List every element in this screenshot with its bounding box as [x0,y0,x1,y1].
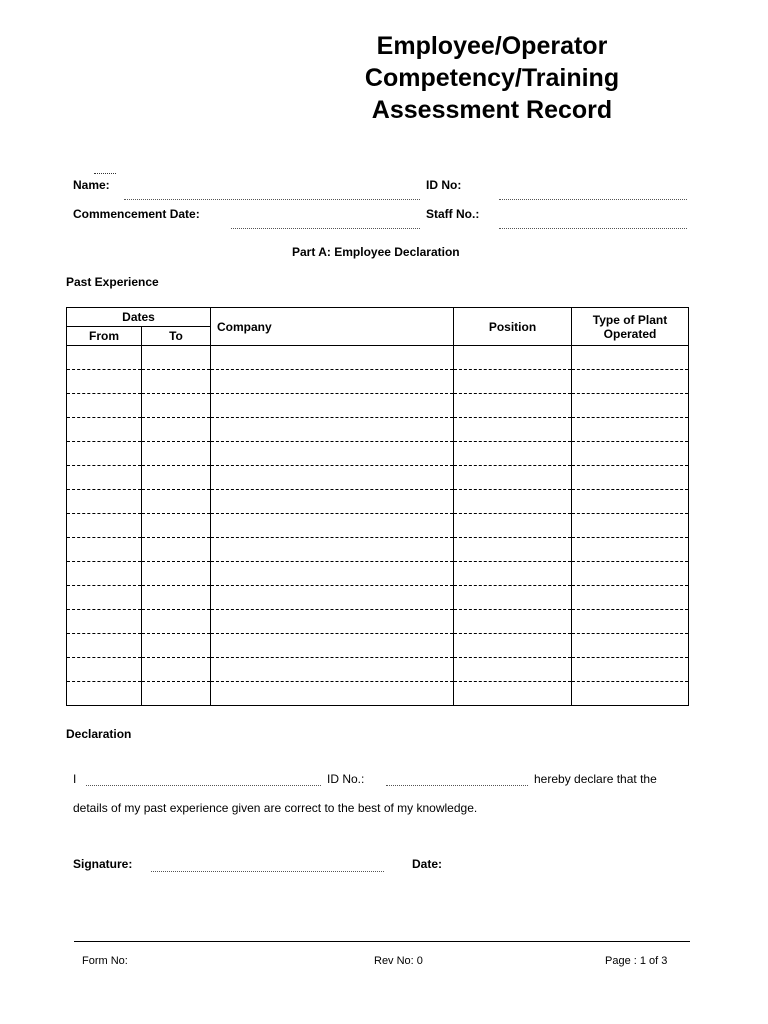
page-number: Page : 1 of 3 [605,955,668,967]
to-cell[interactable] [142,442,211,466]
to-cell[interactable] [142,586,211,610]
table-row [67,586,689,610]
table-row [67,658,689,682]
table-row [67,442,689,466]
name-field[interactable] [124,199,420,200]
plant-type-cell[interactable] [572,586,689,610]
company-cell[interactable] [211,418,454,442]
company-cell[interactable] [211,610,454,634]
from-cell[interactable] [67,346,142,370]
plant-type-cell[interactable] [572,658,689,682]
plant-type-cell[interactable] [572,394,689,418]
plant-type-cell[interactable] [572,442,689,466]
title-line-1: Employee/Operator [376,32,608,60]
past-experience-table [66,307,689,706]
declaration-heading: Declaration [66,727,132,741]
plant-type-header [572,308,689,346]
staff-no-field[interactable] [499,228,687,229]
from-cell[interactable] [67,562,142,586]
table-row [67,394,689,418]
from-cell[interactable] [67,442,142,466]
from-cell[interactable] [67,490,142,514]
to-cell[interactable] [142,634,211,658]
id-label: ID No: [426,178,462,192]
to-cell[interactable] [142,370,211,394]
company-header: Company [211,308,454,346]
plant-type-cell[interactable] [572,370,689,394]
plant-type-header-line-1: Type of Plant [592,312,668,327]
commencement-date-label: Commencement Date: [73,207,200,221]
to-cell[interactable] [142,418,211,442]
from-cell[interactable] [67,418,142,442]
to-cell[interactable] [142,682,211,706]
position-cell[interactable] [454,586,572,610]
plant-type-header-line-2: Operated [603,326,657,341]
table-row [67,610,689,634]
declarant-id-field[interactable] [386,785,528,786]
signature-label: Signature: [73,857,133,871]
from-cell[interactable] [67,370,142,394]
table-row [67,514,689,538]
table-row [67,346,689,370]
from-cell[interactable] [67,538,142,562]
declaration-prefix: I [73,772,77,786]
company-cell[interactable] [211,466,454,490]
plant-type-cell[interactable] [572,490,689,514]
position-cell[interactable] [454,682,572,706]
position-cell[interactable] [454,466,572,490]
revision-number: Rev No: 0 [374,955,423,967]
position-cell[interactable] [454,634,572,658]
from-header: From [67,327,142,346]
from-cell[interactable] [67,634,142,658]
position-cell[interactable] [454,442,572,466]
company-cell[interactable] [211,562,454,586]
declarant-name-field[interactable] [86,785,321,786]
from-cell[interactable] [67,610,142,634]
position-cell[interactable] [454,610,572,634]
to-cell[interactable] [142,562,211,586]
form-number: Form No: [82,955,128,967]
signature-field[interactable] [151,871,384,872]
part-a-heading: Part A: Employee Declaration [292,245,460,259]
plant-type-cell[interactable] [572,346,689,370]
position-cell[interactable] [454,370,572,394]
position-cell[interactable] [454,658,572,682]
name-label: Name: [73,178,110,192]
experience-rows [67,346,689,706]
table-row [67,466,689,490]
from-cell[interactable] [67,466,142,490]
title-line-2: Competency/Training [364,64,620,92]
company-cell[interactable] [211,490,454,514]
company-cell[interactable] [211,634,454,658]
staff-no-label: Staff No.: [426,207,480,221]
date-label: Date: [412,857,443,871]
table-row [67,490,689,514]
from-cell[interactable] [67,682,142,706]
company-cell[interactable] [211,658,454,682]
company-cell[interactable] [211,370,454,394]
table-row [67,634,689,658]
company-cell[interactable] [211,442,454,466]
to-cell[interactable] [142,466,211,490]
title-line-3: Assessment Record [371,96,613,124]
position-cell[interactable] [454,490,572,514]
from-cell[interactable] [67,394,142,418]
id-field[interactable] [499,199,687,200]
to-header: To [142,327,211,346]
declaration-text: details of my past experience given are correct to the best of my knowledge. [73,801,478,815]
to-cell[interactable] [142,346,211,370]
table-row [67,562,689,586]
position-cell[interactable] [454,562,572,586]
plant-type-cell[interactable] [572,610,689,634]
position-cell[interactable] [454,418,572,442]
company-cell[interactable] [211,346,454,370]
document-title [292,30,692,126]
footer-divider [74,941,690,942]
plant-type-cell[interactable] [572,634,689,658]
dates-header: Dates [67,308,211,327]
position-cell[interactable] [454,538,572,562]
company-cell[interactable] [211,586,454,610]
to-cell[interactable] [142,538,211,562]
to-cell[interactable] [142,658,211,682]
position-cell[interactable] [454,514,572,538]
from-cell[interactable] [67,658,142,682]
past-experience-heading: Past Experience [66,275,159,289]
table-row [67,538,689,562]
table-row [67,682,689,706]
to-cell[interactable] [142,394,211,418]
table-row [67,370,689,394]
position-header: Position [454,308,572,346]
position-cell[interactable] [454,394,572,418]
from-cell[interactable] [67,586,142,610]
company-cell[interactable] [211,394,454,418]
company-cell[interactable] [211,538,454,562]
commencement-date-field[interactable] [231,228,420,229]
declaration-suffix: hereby declare that the [534,772,657,786]
to-cell[interactable] [142,514,211,538]
company-cell[interactable] [211,682,454,706]
to-cell[interactable] [142,610,211,634]
company-cell[interactable] [211,514,454,538]
position-cell[interactable] [454,346,572,370]
plant-type-cell[interactable] [572,538,689,562]
decorative-mark [94,173,116,174]
to-cell[interactable] [142,490,211,514]
plant-type-cell[interactable] [572,418,689,442]
table-row [67,418,689,442]
declaration-id-label: ID No.: [327,772,365,786]
plant-type-cell[interactable] [572,562,689,586]
plant-type-cell[interactable] [572,682,689,706]
plant-type-cell[interactable] [572,466,689,490]
plant-type-cell[interactable] [572,514,689,538]
from-cell[interactable] [67,514,142,538]
